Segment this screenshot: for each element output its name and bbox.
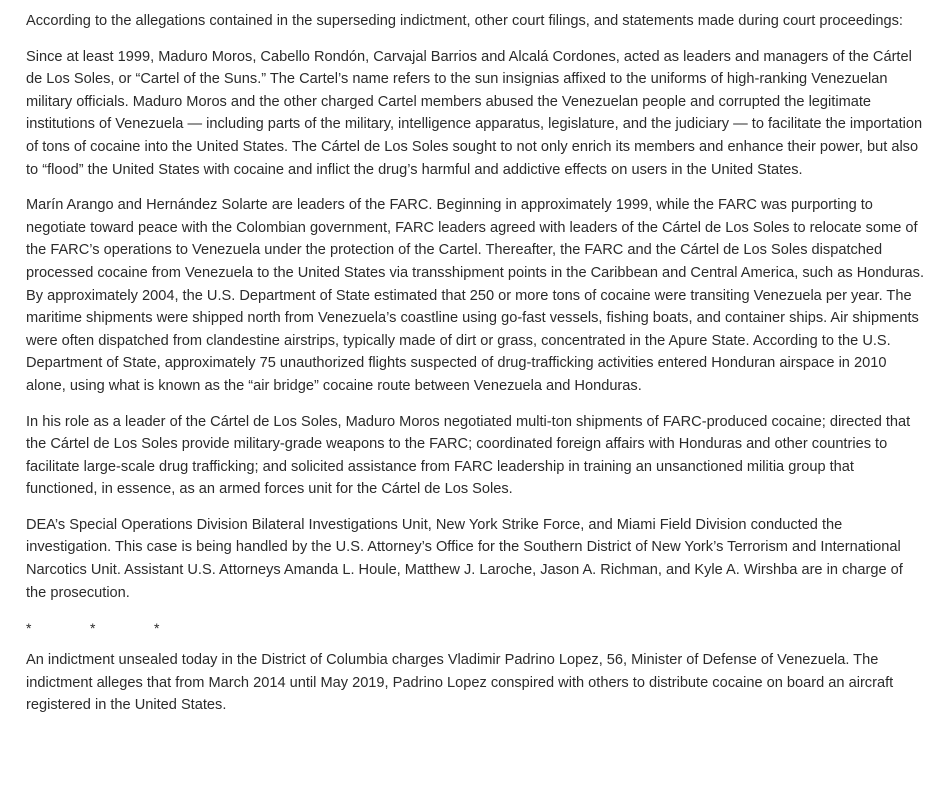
maduro-role-paragraph: In his role as a leader of the Cártel de Los Soles, Maduro Moros negotiated multi-ton shipments of FARC-produced cocaine; directed that the Cártel de Los Soles provide military-grade weapons to the FARC; coordinated foreign affairs with Honduras and other countries to facilitate large-scale drug trafficking; and solicited assistance from FARC leadership in training an unsanctioned militia group that functioned, in essence, as an armed forces unit for the Cártel de Los Soles.: [26, 413, 911, 498]
separator-asterisk: *: [26, 620, 32, 637]
article-body: [26, 0, 926, 717]
cartel-paragraph: Since at least 1999, Maduro Moros, Cabello Rondón, Carvajal Barrios and Alcalá Cordones, acted as leaders and managers of the Cártel de Los Soles, or “Cartel of the Suns.” The Cartel’s name refers to the sun insignias affixed to the uniforms of high-ranking Venezuelan military officials. Maduro Moros and the other charged Cartel members abused the Venezuelan people and corrupted the legitimate institutions of Venezuela — including parts of the military, intelligence apparatus, legislature, and the judiciary — to facilitate the importation of tons of cocaine into the United States. The Cártel de Los Soles sought to not only enrich its members and enhance their power, but also to “flood” the United States with cocaine and inflict the drug’s harmful and addictive effects on users in the United States.: [26, 48, 923, 178]
intro-paragraph: According to the allegations contained in the superseding indictment, other court filings, and statements made during court proceedings:: [26, 13, 903, 29]
separator-asterisk: *: [90, 620, 96, 637]
section-separator: [26, 617, 926, 639]
separator-asterisk: *: [154, 620, 160, 637]
investigation-paragraph: DEA’s Special Operations Division Bilateral Investigations Unit, New York Strike Force, and Miami Field Division conducted the investigation. This case is being handled by the U.S. Attorney’s Office for the Southern District of New York’s Terrorism and International Narcotics Unit. Assistant U.S. Attorneys Amanda L. Houle, Matthew J. Laroche, Jason A. Richman, and Kyle A. Wirshba are in charge of the prosecution.: [26, 516, 903, 601]
padrino-indictment-paragraph: An indictment unsealed today in the District of Columbia charges Vladimir Padrino Lopez, 56, Minister of Defense of Venezuela. The indictment alleges that from March 2014 until May 2019, Padrino Lopez conspired with others to distribute cocaine on board an aircraft registered in the United States.: [26, 652, 894, 714]
farc-paragraph: Marín Arango and Hernández Solarte are leaders of the FARC. Beginning in approximately 1999, while the FARC was purporting to negotiate toward peace with the Colombian government, FARC leaders agreed with leaders of the Cártel de Los Soles to relocate some of the FARC’s operations to Venezuela under the protection of the Cartel. Thereafter, the FARC and the Cártel de Los Soles dispatched processed cocaine from Venezuela to the United States via transshipment points in the Caribbean and Central America, such as Honduras. By approximately 2004, the U.S. Department of State estimated that 250 or more tons of cocaine were transiting Venezuela per year. The maritime shipments were shipped north from Venezuela’s coastline using go-fast vessels, fishing boats, and container ships. Air shipments were often dispatched from clandestine airstrips, typically made of dirt or grass, concentrated in the Apure State. According to the U.S. Department of State, approximately 75 unauthorized flights suspected of drug-trafficking activities entered Honduran airspace in 2010 alone, using what is known as the “air bridge” cocaine route between Venezuela and Honduras.: [26, 197, 925, 394]
